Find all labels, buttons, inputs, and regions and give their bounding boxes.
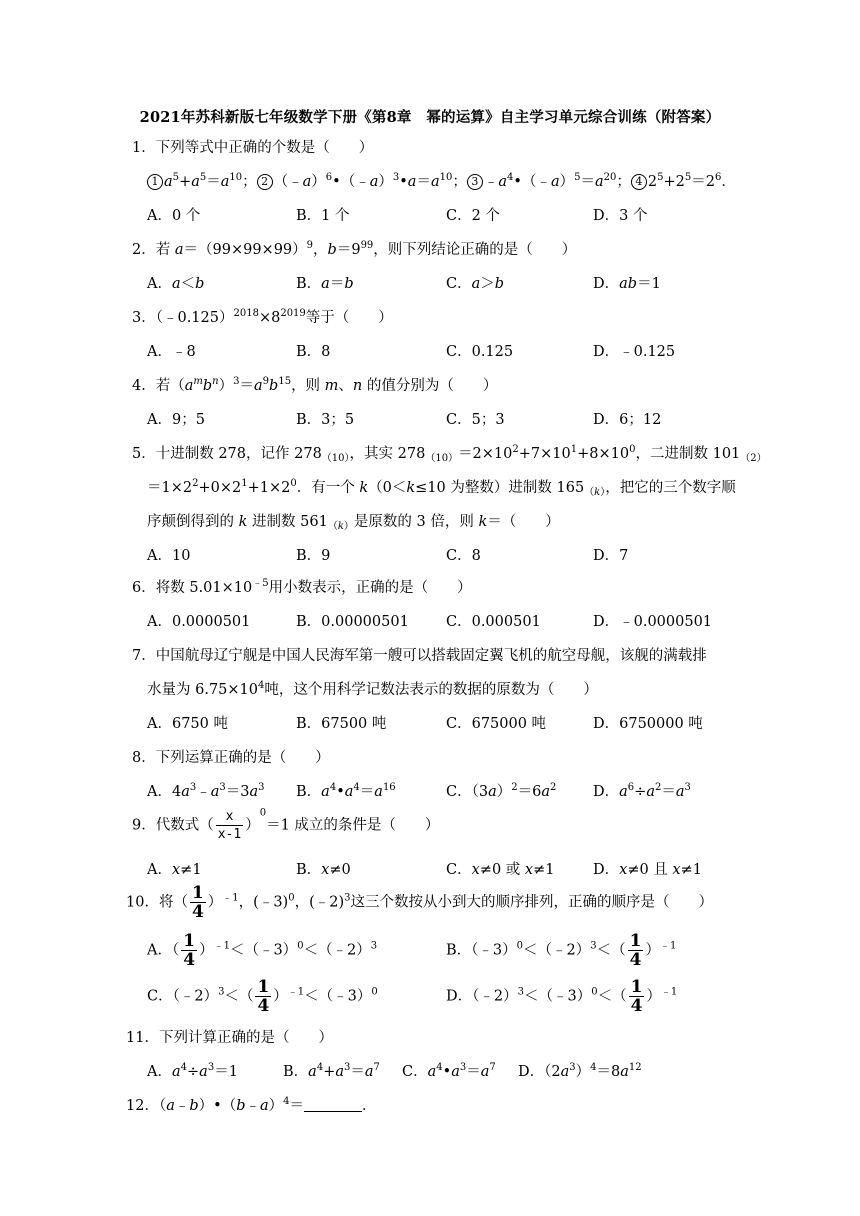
question-8-option-d: D．$a^6\div a^2=a^3$ bbox=[593, 782, 691, 800]
question-9-option-d: D．x≠0 且 x≠1 bbox=[593, 862, 702, 878]
question-9-option-c: C．x≠0 或 x≠1 bbox=[446, 862, 555, 878]
question-4-stem: 4．若$(a^mb^n)^3=a^9b^{15}$，则 m、n 的值分别为（ ） bbox=[132, 376, 498, 394]
question-5-option-a: A．10 bbox=[147, 548, 191, 564]
question-4-option-b: B．3；5 bbox=[296, 412, 355, 428]
question-12-stem: 12．（a﹣b）•（b﹣a）$^4$＝ ． bbox=[126, 1096, 377, 1114]
question-2-option-d: D．ab＝1 bbox=[593, 276, 661, 292]
question-10-option-a: A．（ $\frac{1}{4}$ ）$^{﹣1}$＜（﹣3）$^0$＜（﹣2）$^3$ bbox=[147, 931, 378, 970]
question-11-option-b: B．$a^4+a^3=a^7$ bbox=[283, 1062, 380, 1080]
question-7-option-c: C．675000 吨 bbox=[446, 716, 547, 732]
question-5-stem-line-2: $=1\times 2^2+0\times 2^1+1\times 2^0$．有一个 k（0＜k≤10 为整数）进制数 $165_{(k)}$，把它的三个数字顺 bbox=[147, 478, 736, 498]
question-4-option-a: A．9；5 bbox=[147, 412, 205, 428]
question-7-option-a: A．6750 吨 bbox=[147, 716, 228, 732]
question-6-stem: 6．将数 $5.01\times 10^{﹣5}$用小数表示，正确的是（ ） bbox=[132, 578, 472, 596]
question-4-option-d: D．6；12 bbox=[593, 412, 662, 428]
question-3-option-d: D．﹣0.125 bbox=[593, 344, 676, 360]
question-6-option-c: C．0.000501 bbox=[446, 614, 541, 630]
question-5-option-b: B．9 bbox=[296, 548, 331, 564]
question-9-option-b: B．x≠0 bbox=[296, 862, 351, 878]
question-8-stem: 8．下列运算正确的是（ ） bbox=[132, 750, 330, 766]
question-7-stem-line-1: 7．中国航母辽宁舰是中国人民海军第一艘可以搭载固定翼飞机的航空母舰，该舰的满载排 bbox=[132, 648, 707, 664]
question-8-option-b: B．$a^4•a^4=a^{16}$ bbox=[296, 782, 396, 800]
question-7-option-d: D．6750000 吨 bbox=[593, 716, 703, 732]
question-2-stem: 2．若 $a=(99\times 99\times 99)^9$，$b=9^{99}$，则下列结论正确的是（ ） bbox=[132, 240, 577, 258]
question-11-option-d: D．$(2a^3)^4=8a^{12}$ bbox=[518, 1062, 642, 1080]
question-8-option-a: A．$4a^3﹣a^3=3a^3$ bbox=[147, 782, 265, 800]
question-1-option-b: B．1 个 bbox=[296, 208, 350, 224]
question-7-option-b: B．67500 吨 bbox=[296, 716, 387, 732]
question-11-option-c: C．$a^4•a^3=a^7$ bbox=[402, 1062, 496, 1080]
question-9-option-a: A．x≠1 bbox=[147, 862, 202, 878]
question-4-option-c: C．5；3 bbox=[446, 412, 505, 428]
question-8-option-c: C．$(3a)^2=6a^2$ bbox=[446, 782, 557, 800]
question-1-option-a: A．0 个 bbox=[147, 208, 201, 224]
question-6-option-a: A．0.0000501 bbox=[147, 614, 251, 630]
question-5-stem-line-1: 5．十进制数 278，记作 $278_{(10)}$，其实 $278_{(10)}=2\times 10^2+7\times 10^1+8\times 10^0$，二进制数 $101_{(2)}$ bbox=[132, 444, 767, 464]
question-11-stem: 11．下列计算正确的是（ ） bbox=[126, 1030, 333, 1046]
question-10-stem: 10．将（ $\frac{1}{4}$ ）$^{﹣1}$，(﹣3)$^0$，(﹣2)$^3$这三个数按从小到大的顺序排列，正确的顺序是（ ） bbox=[126, 883, 714, 922]
question-3-stem: 3．$(﹣0.125)^{2018}\times 8^{2019}$等于（ ） bbox=[132, 308, 393, 326]
question-7-stem-line-2: 水量为 $6.75\times 10^4$吨，这个用科学记数法表示的数据的原数为（ ） bbox=[147, 680, 598, 698]
question-10-option-b: B．（﹣3）$^0$＜（﹣2）$^3$＜（ $\frac{1}{4}$ ）$^{﹣1}$ bbox=[446, 931, 677, 970]
question-1-items: 1 $a^5+a^5=a^{10}$； 2 $(﹣a)^6•(﹣a)^3•a=a^{10}$； 3 $﹣a^4•(﹣a)^5=a^{20}$； 4 $2^5+2^5=2^6$． bbox=[147, 170, 736, 191]
question-10-option-d: D．（﹣2）$^3$＜（﹣3）$^0$＜（ $\frac{1}{4}$ ）$^{﹣1}$ bbox=[446, 977, 678, 1016]
question-1-option-c: C．2 个 bbox=[446, 208, 500, 224]
question-3-option-b: B．8 bbox=[296, 344, 331, 360]
question-5-option-d: D．7 bbox=[593, 548, 629, 564]
question-2-option-b: B．a＝b bbox=[296, 276, 354, 292]
question-2-option-c: C．a＞b bbox=[446, 276, 505, 292]
question-9-stem: 9．代数式（ $\frac{x}{x-1}$ ）$^0$＝1 成立的条件是（ ） bbox=[132, 807, 440, 842]
question-11-option-a: A．$a^4\div a^3=1$ bbox=[147, 1062, 238, 1080]
question-1-stem: 1．下列等式中正确的个数是（ ） bbox=[132, 140, 374, 156]
question-5-option-c: C．8 bbox=[446, 548, 481, 564]
document-title: 2021年苏科新版七年级数学下册《第8章 幂的运算》自主学习单元综合训练（附答案） bbox=[139, 109, 721, 126]
question-3-option-a: A．﹣8 bbox=[147, 344, 196, 360]
question-6-option-b: B．0.00000501 bbox=[296, 614, 409, 630]
question-6-option-d: D．﹣0.0000501 bbox=[593, 614, 713, 630]
question-10-option-c: C．（﹣2）$^3$＜（ $\frac{1}{4}$ ）$^{﹣1}$＜（﹣3）$^0$ bbox=[147, 977, 378, 1016]
answer-blank[interactable] bbox=[304, 1111, 362, 1112]
question-5-stem-line-3: 序颠倒得到的 k 进制数 $561_{(k)}$是原数的 3 倍，则 k＝（ ） bbox=[147, 514, 560, 532]
question-1-option-d: D．3 个 bbox=[593, 208, 648, 224]
question-2-option-a: A．a＜b bbox=[147, 276, 205, 292]
question-3-option-c: C．0.125 bbox=[446, 344, 514, 360]
